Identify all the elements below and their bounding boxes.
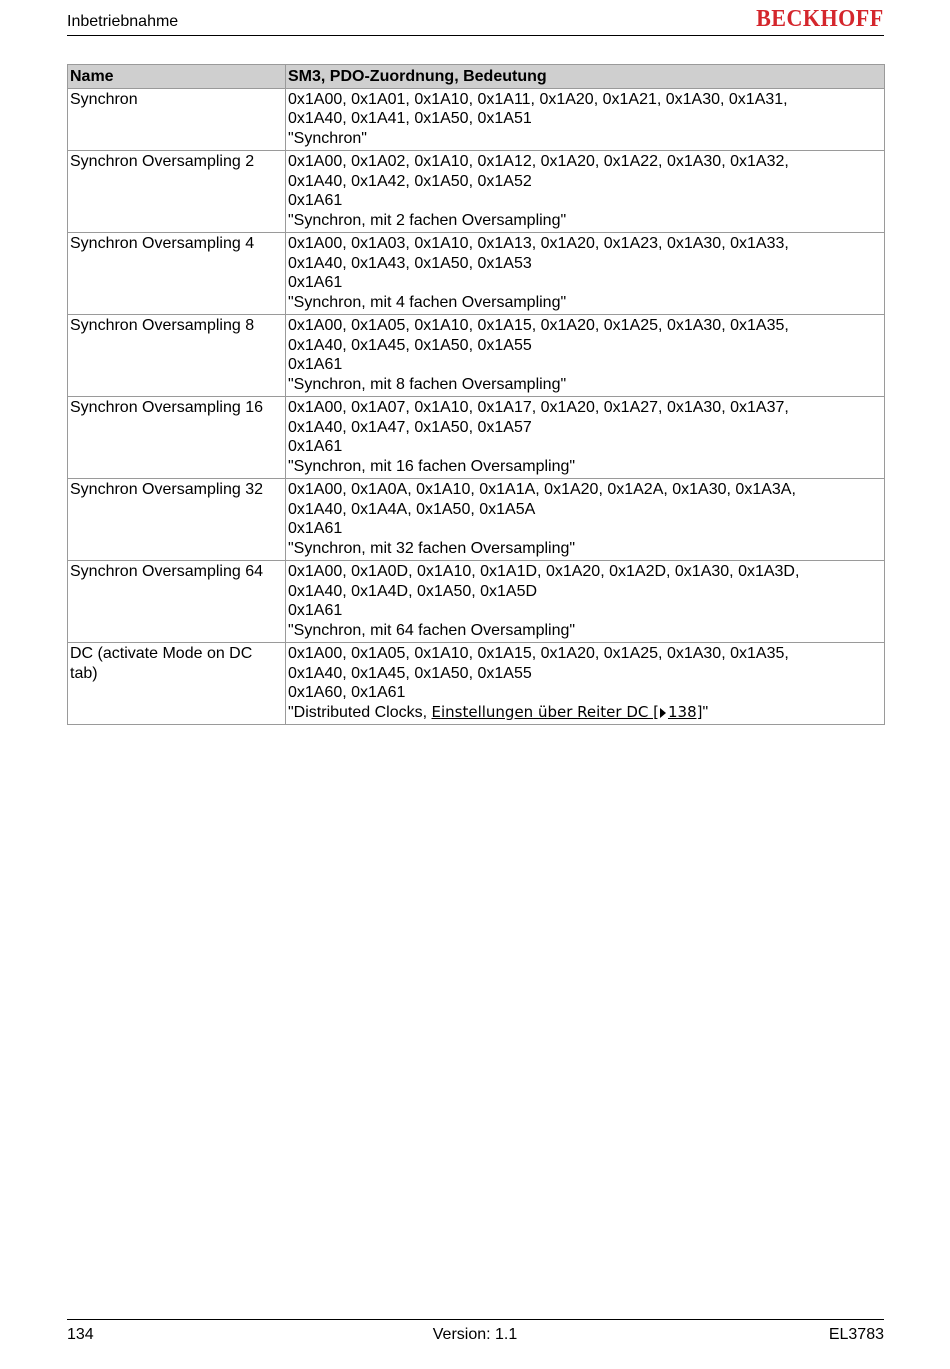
beckhoff-logo: BECKHOFF: [756, 6, 884, 32]
table-body: [68, 88, 885, 725]
row-name-line: DC (activate Mode on DC: [70, 645, 253, 662]
row-name-cell: [68, 233, 286, 315]
assignment-line: 0x1A61: [288, 520, 343, 537]
assignment-line: 0x1A00, 0x1A03, 0x1A10, 0x1A13, 0x1A20, 0x1A23, 0x1A30, 0x1A33,: [288, 235, 789, 252]
row-assignment-cell: [286, 233, 885, 315]
assignment-line: 0x1A00, 0x1A02, 0x1A10, 0x1A12, 0x1A20, 0x1A22, 0x1A30, 0x1A32,: [288, 153, 789, 170]
row-name-cell: [68, 479, 286, 561]
row-name-cell: [68, 151, 286, 233]
table-row: [68, 151, 885, 233]
row-name-line: Synchron Oversampling 16: [70, 399, 263, 416]
assignment-line: "Synchron, mit 2 fachen Oversampling": [288, 211, 567, 229]
document-version: Version: 1.1: [432, 1326, 518, 1343]
assignment-line: 0x1A61: [288, 438, 343, 455]
pdo-assignment-table: [67, 64, 885, 725]
row-name-cell: [68, 643, 286, 725]
assignment-line: 0x1A40, 0x1A45, 0x1A50, 0x1A55: [288, 664, 532, 682]
header-divider: [67, 35, 884, 36]
row-name-cell: [68, 397, 286, 479]
row-name-line: Synchron Oversampling 32: [70, 481, 263, 498]
assignment-line: 0x1A61: [288, 274, 343, 291]
row-assignment-cell: [286, 479, 885, 561]
dc-description-line: [288, 703, 882, 723]
row-assignment-cell: [286, 643, 885, 725]
row-assignment-cell: [286, 561, 885, 643]
assignment-line: "Synchron": [288, 129, 367, 147]
assignment-line: "Synchron, mit 16 fachen Oversampling": [288, 457, 576, 475]
row-name-cell: [68, 315, 286, 397]
dc-settings-link-page: 138]: [667, 702, 703, 721]
assignment-line: 0x1A40, 0x1A4D, 0x1A50, 0x1A5D: [288, 582, 538, 600]
table-row: [68, 315, 885, 397]
assignment-line: 0x1A60, 0x1A61: [288, 684, 406, 701]
row-name-cell: [68, 561, 286, 643]
assignment-line: 0x1A40, 0x1A45, 0x1A50, 0x1A55: [288, 336, 532, 354]
assignment-line: 0x1A00, 0x1A07, 0x1A10, 0x1A17, 0x1A20, 0x1A27, 0x1A30, 0x1A37,: [288, 399, 789, 416]
assignment-line: 0x1A00, 0x1A05, 0x1A10, 0x1A15, 0x1A20, 0x1A25, 0x1A30, 0x1A35,: [288, 317, 789, 334]
row-name-line: Synchron Oversampling 8: [70, 317, 255, 334]
row-name-line: Synchron Oversampling 2: [70, 153, 255, 170]
dc-settings-link[interactable]: [432, 703, 703, 721]
assignment-line: 0x1A00, 0x1A0D, 0x1A10, 0x1A1D, 0x1A20, 0x1A2D, 0x1A30, 0x1A3D,: [288, 563, 800, 580]
assignment-line: 0x1A40, 0x1A42, 0x1A50, 0x1A52: [288, 172, 532, 190]
assignment-line: 0x1A00, 0x1A01, 0x1A10, 0x1A11, 0x1A20, 0x1A21, 0x1A30, 0x1A31,: [288, 90, 788, 108]
assignment-line: 0x1A00, 0x1A05, 0x1A10, 0x1A15, 0x1A20, 0x1A25, 0x1A30, 0x1A35,: [288, 645, 789, 662]
footer-divider: [67, 1319, 884, 1320]
row-assignment-cell: [286, 315, 885, 397]
table-row: [68, 233, 885, 315]
row-name-cell: [68, 88, 286, 151]
assignment-line: 0x1A40, 0x1A4A, 0x1A50, 0x1A5A: [288, 500, 536, 518]
assignment-line: 0x1A61: [288, 602, 343, 619]
section-title: Inbetriebnahme: [67, 13, 179, 30]
assignment-line: 0x1A40, 0x1A43, 0x1A50, 0x1A53: [288, 254, 532, 272]
row-name-line: Synchron Oversampling 64: [70, 563, 263, 580]
assignment-line: "Synchron, mit 4 fachen Oversampling": [288, 293, 567, 311]
column-header-name: Name: [68, 65, 286, 89]
assignment-line: 0x1A61: [288, 356, 343, 373]
assignment-line: 0x1A40, 0x1A47, 0x1A50, 0x1A57: [288, 418, 532, 436]
dc-description-suffix: ": [702, 703, 709, 721]
table-row: [68, 643, 885, 725]
page-number: 134: [67, 1326, 94, 1343]
dc-settings-link-text: Einstellungen über Reiter DC [: [431, 702, 659, 721]
row-assignment-cell: [286, 397, 885, 479]
assignment-line: "Synchron, mit 32 fachen Oversampling": [288, 539, 576, 557]
product-name: EL3783: [828, 1326, 884, 1343]
dc-description-prefix: "Distributed Clocks,: [288, 703, 432, 721]
row-assignment-cell: [286, 88, 885, 151]
assignment-line: "Synchron, mit 8 fachen Oversampling": [288, 375, 567, 393]
row-name-line: Synchron: [70, 90, 138, 108]
assignment-line: 0x1A61: [288, 192, 343, 209]
page-reference-arrow-icon: [660, 708, 666, 718]
table-row: [68, 397, 885, 479]
table-row: [68, 88, 885, 151]
table-row: [68, 561, 885, 643]
assignment-line: 0x1A00, 0x1A0A, 0x1A10, 0x1A1A, 0x1A20, 0x1A2A, 0x1A30, 0x1A3A,: [288, 481, 796, 498]
row-name-line: tab): [70, 664, 98, 682]
table-row: [68, 479, 885, 561]
row-name-line: Synchron Oversampling 4: [70, 235, 255, 252]
column-header-assignment: SM3, PDO-Zuordnung, Bedeutung: [286, 65, 885, 89]
assignment-line: 0x1A40, 0x1A41, 0x1A50, 0x1A51: [288, 110, 532, 127]
assignment-line: "Synchron, mit 64 fachen Oversampling": [288, 621, 576, 639]
table-header-row: [68, 65, 885, 89]
row-assignment-cell: [286, 151, 885, 233]
